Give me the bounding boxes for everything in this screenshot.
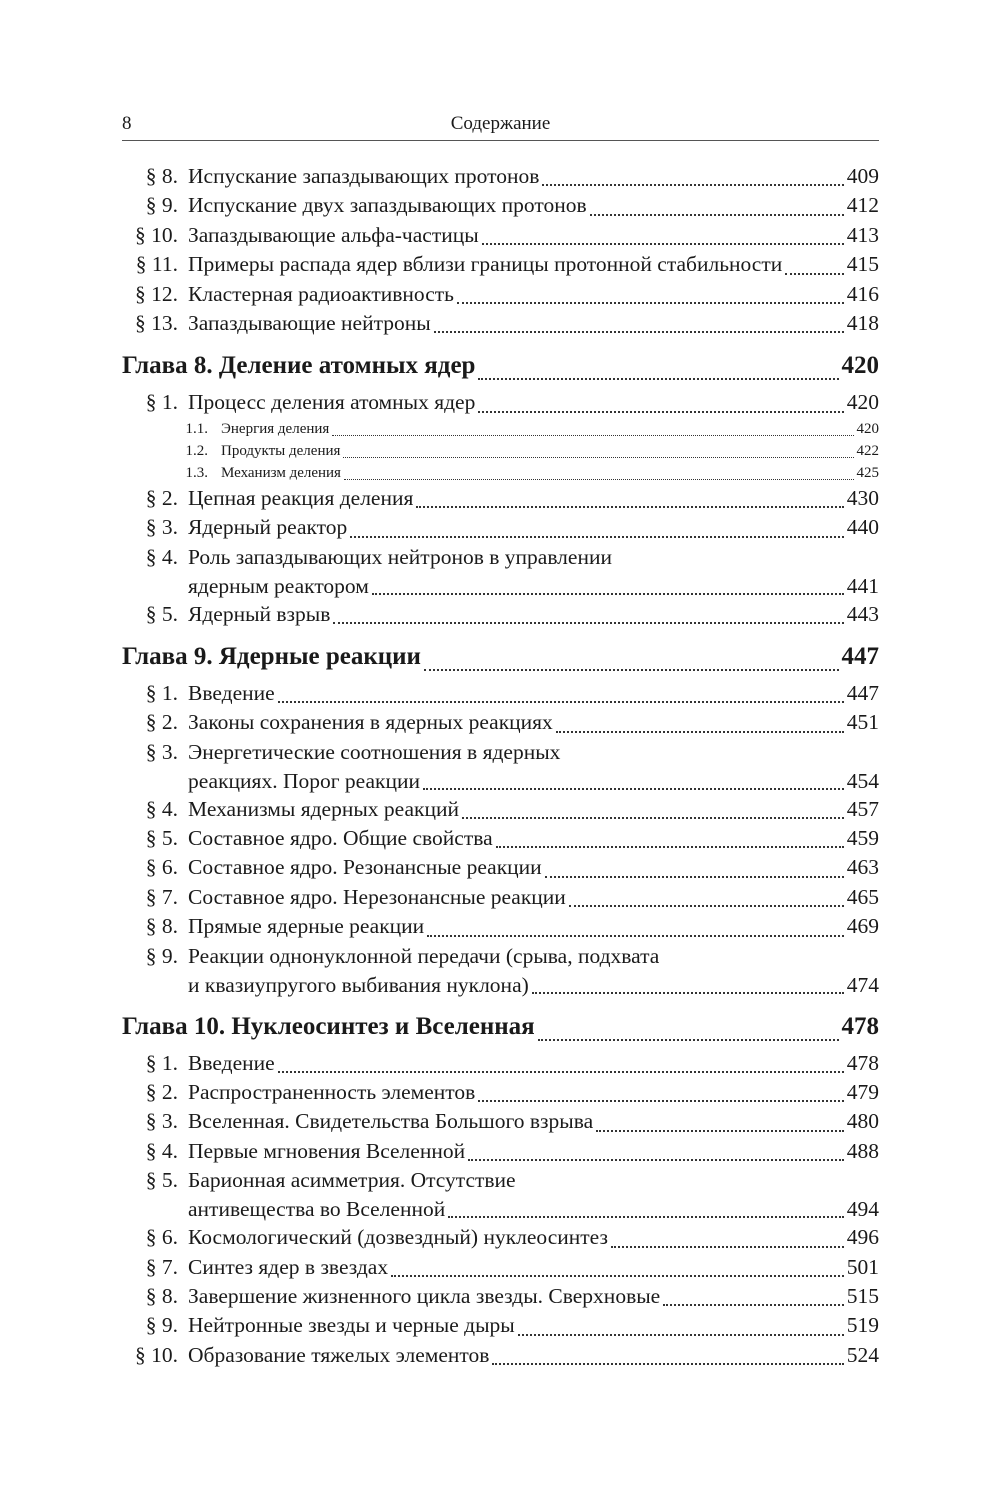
section-number: § 8. [145,164,178,188]
toc-section [122,543,879,572]
dot-leader [343,453,853,458]
toc-section-continuation [122,1195,879,1223]
section-title: Испускание двух запаздывающих протонов [188,193,587,218]
dot-leader [344,475,854,480]
section-title-continuation: антивещества во Вселенной [188,1197,446,1222]
section-page-number: 469 [846,914,879,939]
dot-leader [372,585,844,595]
section-title: Синтез ядер в звездах [188,1254,389,1279]
subsection-number: 1.2. [185,442,208,459]
section-title: Прямые ядерные реакции [188,914,425,939]
toc-section [122,883,879,912]
section-number: § 9. [145,1313,178,1338]
section-number: § 2. [145,710,178,735]
section-title: Запаздывающие альфа-частицы [188,222,479,247]
toc-section [122,1341,879,1370]
toc-subsection [122,440,879,462]
dot-leader [538,1031,839,1041]
dot-leader [569,897,844,907]
section-page-number: 420 [846,390,879,415]
section-page-number: 463 [846,855,879,880]
dot-leader [518,1326,844,1336]
subsection-page-number: 422 [856,442,879,459]
section-title: Испускание запаздывающих протонов [188,164,540,188]
section-title: Завершение жизненного цикла звезды. Сверхновые [188,1283,661,1308]
section-number: § 1. [145,680,178,705]
table-of-contents [122,162,879,1370]
section-title: Нейтронные звезды и черные дыры [188,1313,515,1338]
toc-section-continuation [122,572,879,600]
section-title: Роль запаздывающих нейтронов в управлении [188,544,612,569]
toc-section [122,191,879,220]
chapter-title: Глава 9. Ядерные реакции [122,642,421,670]
toc-chapter [122,344,879,388]
dot-leader [556,723,844,733]
section-page-number: 480 [846,1109,879,1134]
section-page-number: 416 [846,281,879,306]
section-title: Кластерная радиоактивность [188,281,454,306]
section-number: § 6. [145,1225,178,1250]
dot-leader [416,498,843,508]
section-page-number: 524 [846,1342,879,1367]
toc-section-continuation [122,971,879,999]
dot-leader [478,1092,843,1102]
section-number: § 6. [145,855,178,880]
running-title: Содержание [450,113,551,134]
section-number: § 10. [135,222,178,247]
section-page-number: 479 [846,1080,879,1105]
dot-leader [462,809,844,819]
section-title: Примеры распада ядер вблизи границы протонной стабильности [188,252,783,277]
toc-section [122,912,879,941]
section-page-number: 465 [846,884,879,909]
dot-leader [468,1151,844,1161]
toc-section [122,1166,879,1195]
section-title: Ядерный реактор [188,515,348,540]
section-number: § 3. [145,739,178,764]
section-number: § 2. [145,1080,178,1105]
dot-leader [545,868,844,878]
section-page-number: 459 [846,826,879,851]
toc-section [122,484,879,513]
toc-section [122,600,879,629]
section-page-number: 441 [846,573,879,598]
section-page-number: 454 [846,768,879,793]
toc-section [122,280,879,309]
section-page-number: 501 [846,1254,879,1279]
section-title: Реакции однонуклонной передачи (срыва, подхвата [188,943,660,968]
section-title: Процесс деления атомных ядер [188,390,476,415]
section-number: § 5. [145,1168,178,1193]
section-number: § 4. [145,1138,178,1163]
toc-section [122,942,879,971]
section-title: Запаздывающие нейтроны [188,310,431,335]
dot-leader [278,1063,844,1073]
section-title: Законы сохранения в ядерных реакциях [188,710,553,735]
subsection-title: Продукты деления [221,442,341,459]
section-title: Космологический (дозвездный) нуклеосинтез [188,1225,608,1250]
toc-section [122,1282,879,1311]
dot-leader [496,838,844,848]
dot-leader [478,370,838,380]
toc-subsection [122,418,879,440]
section-page-number: 440 [846,515,879,540]
running-header [122,110,879,141]
section-page-number: 447 [846,680,879,705]
section-title: Введение [188,680,275,705]
toc-section [122,388,879,417]
toc-section [122,853,879,882]
toc-section [122,1107,879,1136]
section-number: § 5. [145,601,178,626]
section-page-number: 451 [846,710,879,735]
dot-leader [482,235,844,245]
section-number: § 12. [135,281,178,306]
toc-section [122,738,879,767]
section-number: § 13. [135,310,178,335]
toc-chapter [122,1005,879,1049]
dot-leader [424,661,839,671]
dot-leader [391,1267,844,1277]
section-title: Распространенность элементов [188,1080,476,1105]
section-title: Ядерный взрыв [188,601,331,626]
dot-leader [590,206,844,216]
section-title-continuation: ядерным реактором [188,573,369,598]
section-page-number: 413 [846,222,879,247]
section-page-number: 430 [846,485,879,510]
section-title: Цепная реакция деления [188,485,414,510]
dot-leader [278,693,844,703]
dot-leader [663,1296,844,1306]
section-page-number: 418 [846,310,879,335]
section-number: § 9. [145,193,178,218]
section-number: § 7. [145,884,178,909]
section-number: § 9. [145,943,178,968]
dot-leader [332,431,853,436]
dot-leader [333,614,843,624]
section-number: § 7. [145,1254,178,1279]
toc-section [122,162,879,191]
dot-leader [596,1122,844,1132]
section-number: § 3. [145,515,178,540]
chapter-page-number: 447 [841,642,879,670]
section-number: § 3. [145,1109,178,1134]
chapter-page-number: 478 [841,1012,879,1040]
toc-chapter [122,635,879,679]
section-page-number: 412 [846,193,879,218]
dot-leader [434,323,844,333]
section-number: § 8. [145,1283,178,1308]
dot-leader [427,927,844,937]
section-title: Составное ядро. Нерезонансные реакции [188,884,566,909]
section-number: § 8. [145,914,178,939]
dot-leader [457,294,844,304]
section-page-number: 488 [846,1138,879,1163]
section-number: § 2. [145,485,178,510]
section-title: Составное ядро. Резонансные реакции [188,855,542,880]
section-page-number: 457 [846,796,879,821]
toc-section [122,513,879,542]
chapter-title: Глава 10. Нуклеосинтез и Вселенная [122,1012,535,1040]
subsection-title: Механизм деления [221,464,341,481]
toc-subsection [122,462,879,484]
page-number: 8 [122,113,132,134]
dot-leader [785,265,843,275]
section-number: § 1. [145,1050,178,1075]
section-number: § 4. [145,796,178,821]
toc-section [122,309,879,338]
section-number: § 4. [145,544,178,569]
section-page-number: 474 [846,972,879,997]
toc-section [122,824,879,853]
section-page-number: 443 [846,601,879,626]
subsection-number: 1.3. [185,464,208,481]
section-number: § 11. [135,252,178,277]
dot-leader [448,1208,844,1218]
section-page-number: 496 [846,1225,879,1250]
toc-section [122,1137,879,1166]
toc-section-continuation [122,767,879,795]
subsection-page-number: 425 [856,464,879,481]
toc-section [122,1311,879,1340]
section-page-number: 415 [846,252,879,277]
toc-section [122,795,879,824]
section-page-number: 519 [846,1313,879,1338]
dot-leader [611,1238,844,1248]
section-number: § 10. [135,1342,178,1367]
section-page-number: 478 [846,1050,879,1075]
section-page-number: 494 [846,1197,879,1222]
section-title: Составное ядро. Общие свойства [188,826,493,851]
subsection-title: Энергия деления [221,420,330,437]
section-page-number: 515 [846,1283,879,1308]
toc-section [122,679,879,708]
chapter-title: Глава 8. Деление атомных ядер [122,352,476,380]
section-page-number: 409 [846,164,879,188]
toc-section [122,221,879,250]
section-title: Механизмы ядерных реакций [188,796,459,821]
toc-section [122,1049,879,1078]
section-title: Образование тяжелых элементов [188,1342,490,1367]
toc-section [122,708,879,737]
section-title: Энергетические соотношения в ядерных [188,739,561,764]
section-title-continuation: и квазиупругого выбивания нуклона) [188,972,529,997]
subsection-page-number: 420 [856,420,879,437]
section-title-continuation: реакциях. Порог реакции [188,768,420,793]
chapter-page-number: 420 [841,352,879,380]
dot-leader [478,403,843,413]
section-number: § 5. [145,826,178,851]
toc-section [122,1253,879,1282]
dot-leader [423,780,844,790]
toc-section [122,250,879,279]
dot-leader [350,528,843,538]
toc-section [122,1223,879,1252]
section-title: Введение [188,1050,275,1075]
dot-leader [542,176,843,186]
section-title: Барионная асимметрия. Отсутствие [188,1168,516,1193]
toc-section [122,1078,879,1107]
dot-leader [492,1355,843,1365]
section-title: Вселенная. Свидетельства Большого взрыва [188,1109,594,1134]
subsection-number: 1.1. [185,420,208,437]
section-number: § 1. [145,390,178,415]
dot-leader [532,984,844,994]
section-title: Первые мгновения Вселенной [188,1138,466,1163]
